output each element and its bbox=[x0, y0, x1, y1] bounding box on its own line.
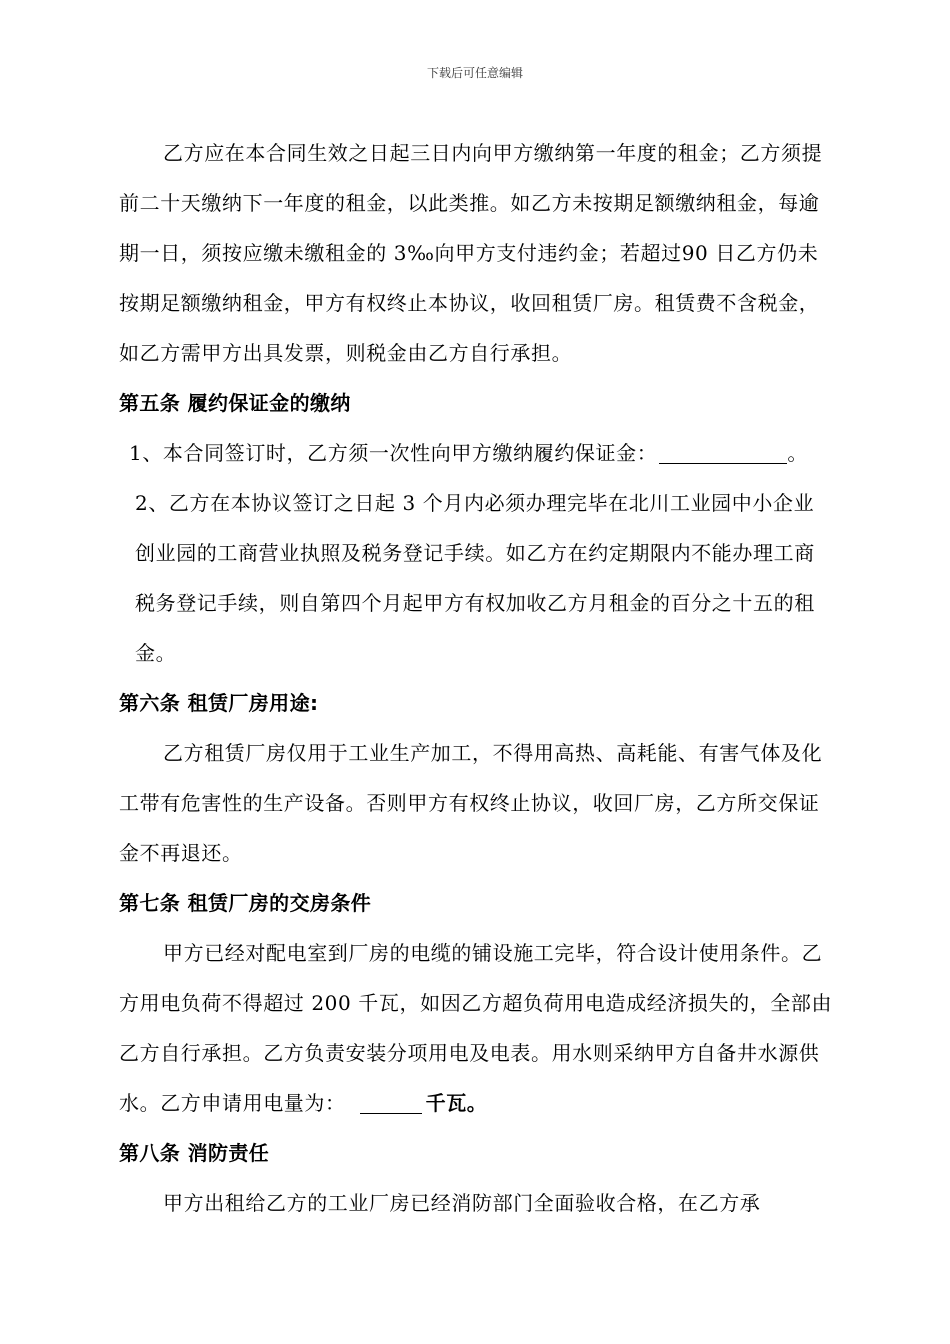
article-6-heading: 第六条 租赁厂房用途: bbox=[119, 691, 319, 715]
article-8-paragraph: 甲方出租给乙方的工业厂房已经消防部门全面验收合格，在乙方承 bbox=[163, 1191, 761, 1215]
article-5-heading: 第五条 履约保证金的缴纳 bbox=[119, 391, 351, 415]
document-body bbox=[119, 128, 833, 1228]
article-6-paragraph: 乙方租赁厂房仅用于工业生产加工，不得用高热、高耗能、有害气体及化工带有危害性的生产设备。否则甲方有权终止协议，收回厂房，乙方所交保证金不再退还。 bbox=[119, 741, 823, 865]
article-8-heading: 第八条 消防责任 bbox=[119, 1141, 270, 1165]
article-7-text: 甲方已经对配电室到厂房的电缆的铺设施工完毕，符合设计使用条件。乙方用电负荷不得超过 200 千瓦，如因乙方超负荷用电造成经济损失的，全部由乙方自行承担。乙方负责安装分项用电及电表。用水则采纳甲方自备井水源供水。乙方申请用电量为： bbox=[119, 941, 833, 1115]
article-7-heading: 第七条 租赁厂房的交房条件 bbox=[119, 891, 372, 915]
power-amount-blank bbox=[360, 1093, 422, 1114]
deposit-amount-blank bbox=[659, 443, 787, 464]
page-header: 下载后可任意编辑 bbox=[426, 66, 523, 80]
article-5-item-1-end: 。 bbox=[787, 441, 808, 465]
rent-payment-paragraph: 乙方应在本合同生效之日起三日内向甲方缴纳第一年度的租金；乙方须提前二十天缴纳下一年度的租金，以此类推。如乙方未按期足额缴纳租金，每逾期一日，须按应缴未缴租金的 3‰向甲方支付违约金；若超过90 日乙方仍未按期足额缴纳租金，甲方有权终止本协议，收回租赁厂房。租赁费不含税金，如乙方需甲方出具发票，则税金由乙方自行承担。 bbox=[119, 141, 823, 365]
power-unit: 千瓦。 bbox=[425, 1091, 488, 1115]
article-7-paragraph bbox=[119, 928, 833, 1128]
article-5-item-1-text: 1、本合同签订时，乙方须一次性向甲方缴纳履约保证金： bbox=[129, 441, 658, 465]
article-5-item-1 bbox=[119, 428, 833, 478]
article-5-item-2: 2、乙方在本协议签订之日起 3 个月内必须办理完毕在北川工业园中小企业创业园的工商营业执照及税务登记手续。如乙方在约定期限内不能办理工商税务登记手续，则自第四个月起甲方有权加收乙方月租金的百分之十五的租金。 bbox=[135, 491, 815, 665]
